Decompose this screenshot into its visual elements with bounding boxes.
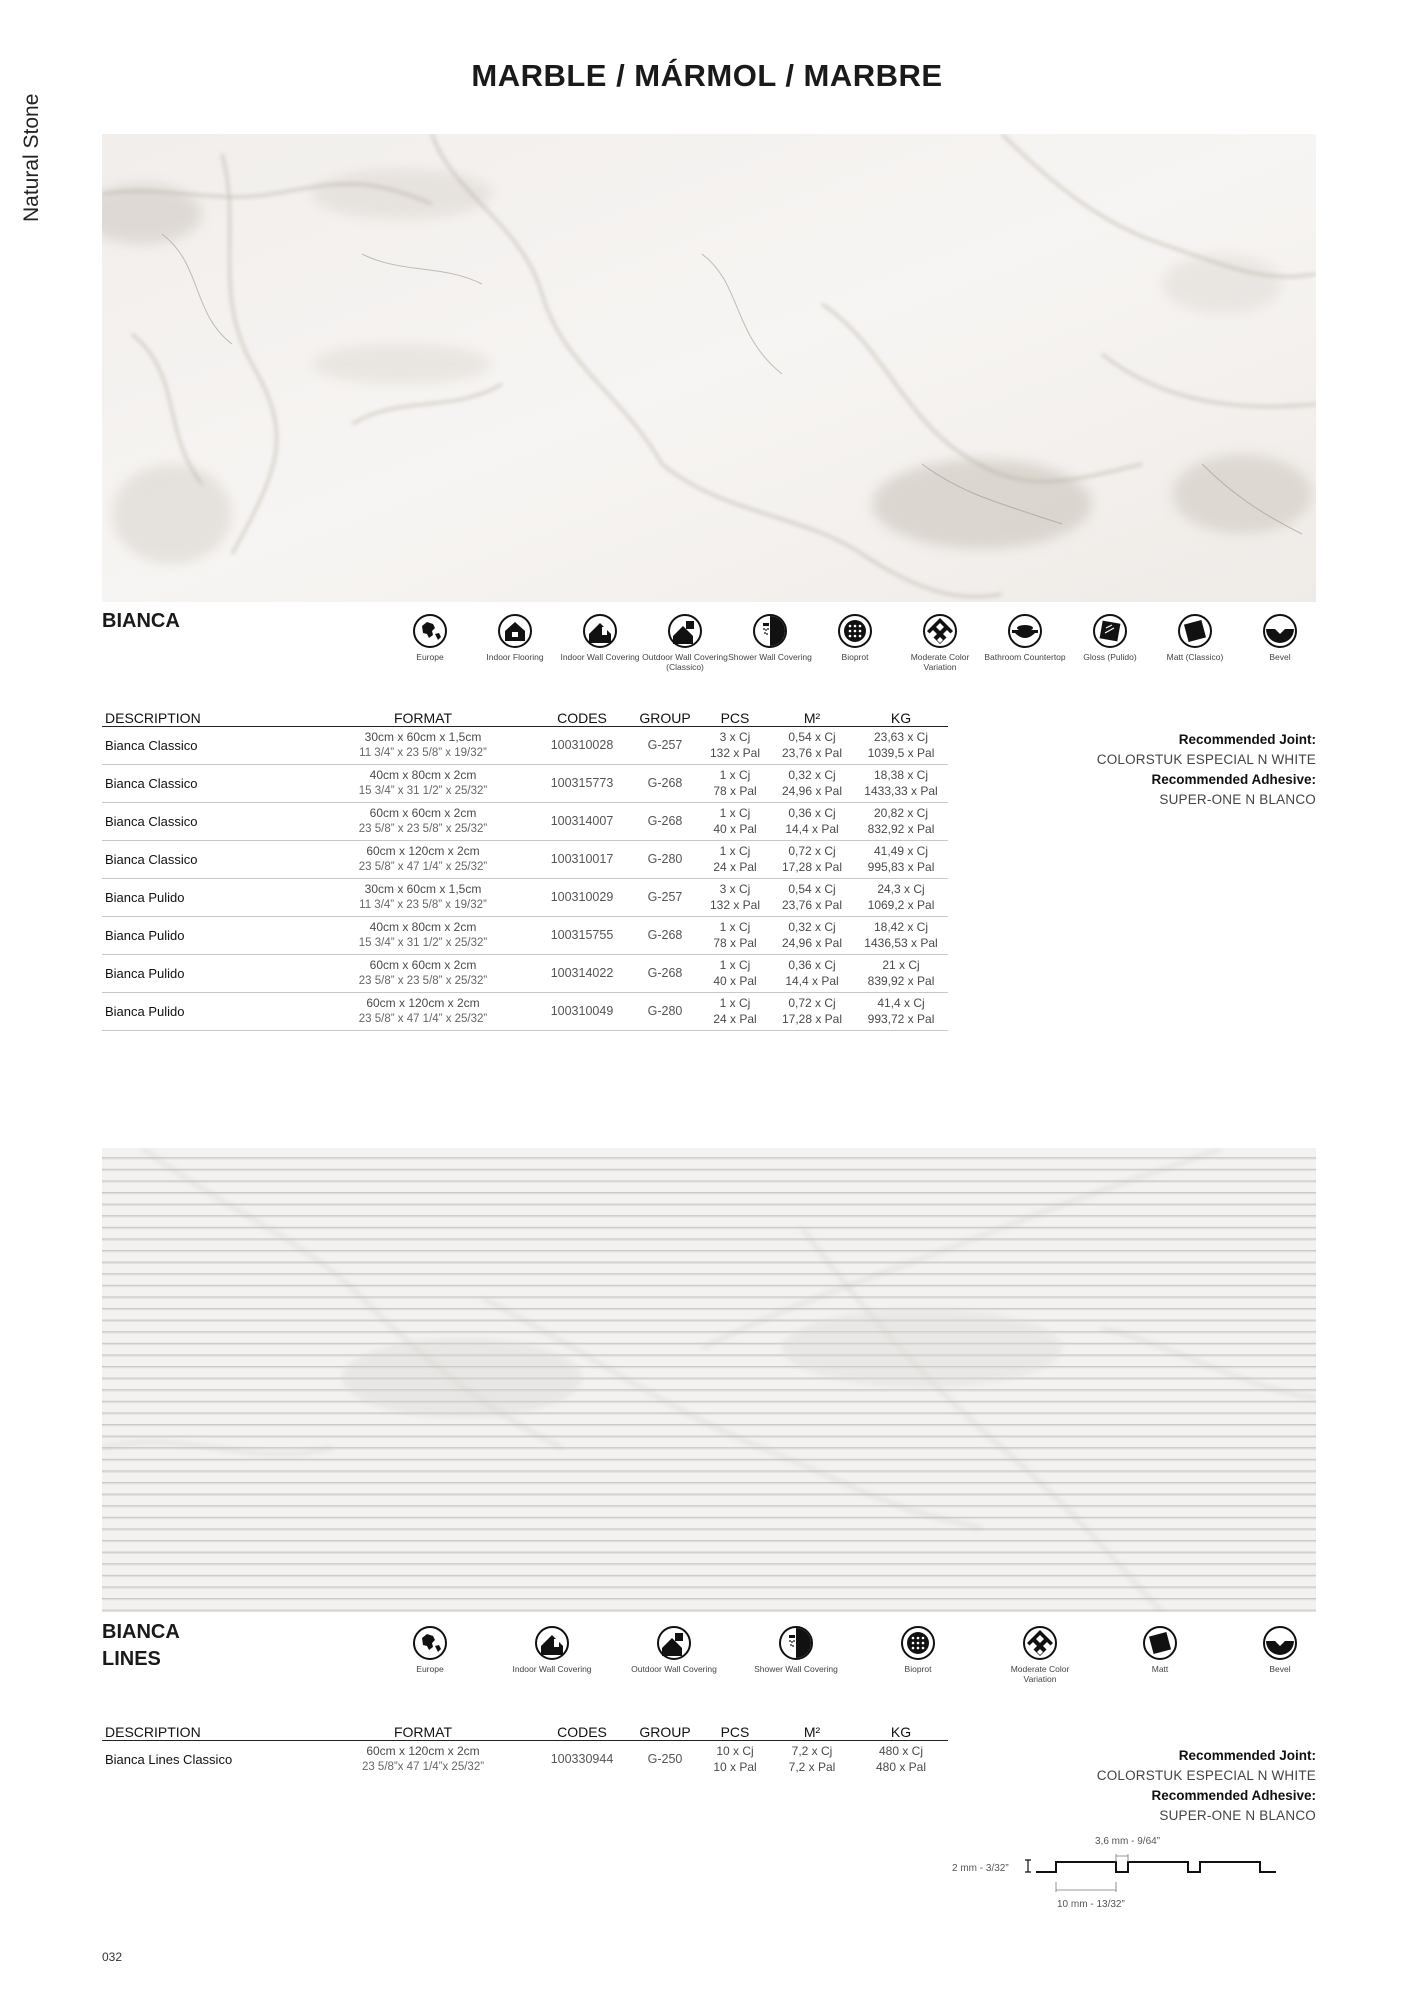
m2-pallet: 23,76 x Pal (781, 746, 843, 760)
cell-m2 (770, 802, 854, 840)
feature-label: Bevel (1269, 652, 1291, 662)
gloss-icon (1093, 614, 1127, 648)
feature-label: Bathroom (984, 652, 1022, 662)
recommended-joint-label: Recommended Joint: (1178, 1748, 1316, 1763)
col-header-kg: KG (854, 706, 948, 726)
pcs-box: 1 x Cj (719, 996, 751, 1010)
feature-outdoor-wall-covering (640, 614, 730, 672)
col-header-group: GROUP (630, 1720, 700, 1740)
cell-m2 (770, 954, 854, 992)
format-imperial: 23 5/8” x 23 5/8” x 25/32” (358, 823, 488, 835)
kg-box: 41,4 x Cj (877, 996, 925, 1010)
moderate-color-variation-icon (1023, 1626, 1057, 1660)
lines-texture (102, 1148, 1316, 1612)
indoor-wall-covering-icon (583, 614, 617, 648)
cell-format (312, 1740, 534, 1778)
format-metric: 30cm x 60cm x 1,5cm (364, 730, 482, 744)
indoor-flooring-icon (498, 614, 532, 648)
feature-label: Covering (693, 652, 728, 662)
format-imperial: 15 3/4” x 31 1/2” x 25/32” (358, 785, 488, 797)
m2-pallet: 23,76 x Pal (781, 898, 843, 912)
feature-label: Outdoor (642, 652, 673, 662)
table-row (102, 916, 948, 954)
kg-box: 23,63 x Cj (873, 730, 929, 744)
m2-pallet: 14,4 x Pal (785, 822, 839, 836)
kg-pallet: 480 x Pal (875, 1760, 927, 1775)
cell-pcs (700, 878, 770, 916)
pcs-pallet: 78 x Pal (713, 936, 757, 950)
feature-label: Shower Wall (728, 652, 776, 662)
table-row (102, 726, 948, 764)
col-header-m2: M² (770, 1720, 854, 1740)
matt-icon (1143, 1626, 1177, 1660)
cell-group: G-268 (630, 802, 700, 840)
feature-indoor-wall-covering (507, 1626, 597, 1675)
groove-profile-diagram (940, 1836, 1320, 1916)
feature-label: Moderate (910, 652, 947, 662)
cell-pcs (700, 916, 770, 954)
cell-description: Bianca Pulido (102, 954, 312, 992)
col-header-pcs: PCS (700, 1720, 770, 1740)
feature-label: Wall (675, 652, 692, 662)
table-row (102, 840, 948, 878)
cell-code: 100310028 (534, 726, 630, 764)
cell-group: G-257 (630, 878, 700, 916)
feature-matt (1150, 614, 1240, 663)
col-header-description: DESCRIPTION (102, 706, 312, 726)
feature-icons-bianca (0, 614, 1414, 694)
feature-label: Covering (803, 1664, 838, 1674)
feature-label: Covering (557, 1664, 592, 1674)
cell-kg (854, 764, 948, 802)
cell-pcs (700, 802, 770, 840)
kg-box: 480 x Cj (878, 1744, 924, 1759)
product-name-line: LINES (102, 1648, 161, 1670)
bianca-marble-image (102, 134, 1316, 602)
product-name-line: BIANCA (102, 1621, 180, 1643)
shower-wall-covering-icon (753, 614, 787, 648)
cell-kg (854, 802, 948, 840)
cell-format (312, 726, 534, 764)
col-header-codes: CODES (534, 1720, 630, 1740)
recommended-adhesive-value: SUPER-ONE N BLANCO (1159, 792, 1316, 807)
feature-label: Europe (416, 1664, 444, 1674)
pcs-pallet: 78 x Pal (713, 784, 757, 798)
feature-label: Europe (416, 652, 444, 662)
m2-box: 0,36 x Cj (788, 806, 836, 820)
feature-matt (1115, 1626, 1205, 1675)
feature-bathroom-countertop (980, 614, 1070, 663)
feature-label: Indoor Wall (560, 652, 604, 662)
feature-europe (385, 614, 475, 663)
pcs-box: 3 x Cj (719, 882, 751, 896)
feature-label: Moderate (1010, 1664, 1047, 1674)
feature-label: Flooring (512, 652, 544, 662)
feature-label: Bioprot (841, 652, 869, 662)
recommended-block-bianca-lines (1097, 1746, 1316, 1826)
kg-pallet: 1433,33 x Pal (864, 784, 938, 798)
cell-m2 (770, 1740, 854, 1778)
pcs-pallet: 24 x Pal (713, 860, 757, 874)
pcs-box: 3 x Cj (719, 730, 751, 744)
feature-label: Covering (605, 652, 640, 662)
format-imperial: 11 3/4” x 23 5/8” x 19/32” (359, 747, 487, 759)
table-row (102, 764, 948, 802)
cell-pcs (700, 764, 770, 802)
kg-box: 18,42 x Cj (873, 920, 929, 934)
cell-pcs (700, 992, 770, 1030)
cell-kg (854, 726, 948, 764)
cell-pcs (700, 840, 770, 878)
feature-label: Covering (777, 652, 812, 662)
bioprot-icon (901, 1626, 935, 1660)
table-header-row (102, 706, 948, 726)
table-row (102, 1740, 948, 1778)
format-metric: 40cm x 80cm x 2cm (369, 920, 477, 934)
pcs-pallet: 40 x Pal (713, 974, 757, 988)
cell-m2 (770, 916, 854, 954)
format-imperial: 15 3/4” x 31 1/2” x 25/32” (358, 937, 488, 949)
col-header-group: GROUP (630, 706, 700, 726)
cell-code: 100314007 (534, 802, 630, 840)
table-header-row (102, 1720, 948, 1740)
col-header-description: DESCRIPTION (102, 1720, 312, 1740)
pcs-box: 1 x Cj (719, 806, 751, 820)
groove-depth-label: 2 mm - 3/32” (952, 1863, 1009, 1874)
groove-pitch-label: 10 mm - 13/32” (1057, 1899, 1125, 1910)
m2-box: 0,72 x Cj (788, 844, 836, 858)
pcs-pallet: 24 x Pal (713, 1012, 757, 1026)
m2-pallet: 24,96 x Pal (781, 784, 843, 798)
feature-label: Variation (923, 661, 957, 672)
cell-kg (854, 916, 948, 954)
moderate-color-variation-icon (923, 614, 957, 648)
cell-group: G-268 (630, 916, 700, 954)
col-header-codes: CODES (534, 706, 630, 726)
feature-label: Wall (664, 1664, 681, 1674)
feature-label: Countertop (1023, 652, 1066, 662)
cell-code: 100315773 (534, 764, 630, 802)
feature-moderate-color-variation (895, 614, 985, 672)
cell-group: G-268 (630, 954, 700, 992)
cell-group: G-280 (630, 840, 700, 878)
feature-label: Indoor (486, 652, 511, 662)
m2-pallet: 7,2 x Pal (788, 1760, 836, 1775)
feature-label: Matt (1166, 652, 1184, 662)
marble-texture (102, 134, 1316, 602)
m2-pallet: 17,28 x Pal (781, 860, 843, 874)
format-imperial: 23 5/8”x 47 1/4”x 25/32” (361, 1761, 485, 1774)
cell-m2 (770, 726, 854, 764)
bioprot-icon (838, 614, 872, 648)
table-row (102, 878, 948, 916)
col-header-pcs: PCS (700, 706, 770, 726)
feature-label: (Classico) (666, 661, 704, 672)
shower-wall-covering-icon (779, 1626, 813, 1660)
pcs-box: 1 x Cj (719, 768, 751, 782)
feature-bevel (1235, 1626, 1325, 1675)
cell-description: Bianca Pulido (102, 916, 312, 954)
kg-pallet: 1069,2 x Pal (867, 898, 935, 912)
cell-m2 (770, 878, 854, 916)
cell-pcs (700, 954, 770, 992)
pcs-pallet: 40 x Pal (713, 822, 757, 836)
cell-code: 100310029 (534, 878, 630, 916)
page-title: MARBLE / MÁRMOL / MARBRE (471, 58, 943, 93)
format-metric: 40cm x 80cm x 2cm (369, 768, 477, 782)
col-header-m2: M² (770, 706, 854, 726)
feature-label: Indoor Wall (512, 1664, 556, 1674)
format-metric: 60cm x 120cm x 2cm (366, 844, 480, 858)
feature-label: Outdoor (631, 1664, 662, 1674)
cell-group: G-250 (647, 1752, 683, 1767)
feature-label: Bevel (1269, 1664, 1291, 1674)
bianca-lines-spec-table (102, 1720, 948, 1778)
feature-label: Bioprot (904, 1664, 932, 1674)
feature-shower-wall-covering (751, 1626, 841, 1675)
col-header-kg: KG (854, 1720, 948, 1740)
feature-bioprot (810, 614, 900, 663)
col-header-format: FORMAT (312, 706, 534, 726)
format-metric: 30cm x 60cm x 1,5cm (364, 882, 482, 896)
recommended-adhesive-label: Recommended Adhesive: (1151, 772, 1316, 787)
cell-kg (854, 840, 948, 878)
cell-format (312, 840, 534, 878)
format-metric: 60cm x 60cm x 2cm (369, 958, 477, 972)
cell-format (312, 954, 534, 992)
cell-pcs (700, 1740, 770, 1778)
matt-icon (1178, 614, 1212, 648)
pcs-pallet: 132 x Pal (709, 898, 761, 912)
m2-pallet: 24,96 x Pal (781, 936, 843, 950)
outdoor-wall-covering-icon (657, 1626, 691, 1660)
feature-icons-bianca-lines (0, 1626, 1414, 1706)
feature-moderate-color-variation (995, 1626, 1085, 1684)
feature-label: (Classico) (1185, 652, 1224, 662)
cell-code: 100310017 (534, 840, 630, 878)
recommended-adhesive-label: Recommended Adhesive: (1151, 1788, 1316, 1803)
pcs-box: 1 x Cj (719, 920, 751, 934)
recommended-adhesive-value: SUPER-ONE N BLANCO (1159, 1808, 1316, 1823)
m2-box: 0,32 x Cj (788, 920, 836, 934)
table-row (102, 802, 948, 840)
pcs-box: 1 x Cj (719, 958, 751, 972)
cell-description: Bianca Classico (102, 726, 312, 764)
bathroom-countertop-icon (1008, 614, 1042, 648)
kg-pallet: 1436,53 x Pal (864, 936, 938, 950)
m2-box: 0,54 x Cj (788, 882, 836, 896)
cell-format (312, 802, 534, 840)
pcs-pallet: 10 x Pal (713, 1760, 757, 1775)
format-imperial: 23 5/8” x 47 1/4” x 25/32” (358, 861, 488, 873)
pcs-pallet: 132 x Pal (709, 746, 761, 760)
feature-label: Covering (682, 1664, 717, 1674)
feature-label: Shower Wall (754, 1664, 802, 1674)
kg-pallet: 995,83 x Pal (867, 860, 935, 874)
cell-group: G-268 (630, 764, 700, 802)
globe-icon (413, 1626, 447, 1660)
kg-pallet: 1039,5 x Pal (867, 746, 935, 760)
cell-code: 100315755 (534, 916, 630, 954)
m2-box: 0,54 x Cj (788, 730, 836, 744)
cell-m2 (770, 992, 854, 1030)
outdoor-wall-covering-icon (668, 614, 702, 648)
format-imperial: 11 3/4” x 23 5/8” x 19/32” (359, 899, 487, 911)
cell-description: Bianca Pulido (102, 992, 312, 1030)
recommended-joint-label: Recommended Joint: (1178, 732, 1316, 747)
m2-box: 0,36 x Cj (788, 958, 836, 972)
cell-code: 100330944 (550, 1752, 614, 1767)
cell-pcs (700, 726, 770, 764)
page-number: 032 (102, 1950, 123, 1964)
cell-description: Bianca Lines Classico (105, 1751, 233, 1767)
cell-description: Bianca Pulido (102, 878, 312, 916)
cell-group: G-257 (630, 726, 700, 764)
pcs-box: 1 x Cj (719, 844, 751, 858)
feature-label: Color (1048, 1664, 1070, 1674)
feature-label: (Pulido) (1107, 652, 1137, 662)
format-imperial: 23 5/8” x 47 1/4” x 25/32” (358, 1013, 488, 1025)
profile-drawing (940, 1836, 1320, 1916)
recommended-joint-value: COLORSTUK ESPECIAL N WHITE (1096, 752, 1316, 767)
m2-box: 0,32 x Cj (788, 768, 836, 782)
kg-pallet: 839,92 x Pal (867, 974, 935, 988)
cell-description: Bianca Classico (102, 764, 312, 802)
kg-box: 21 x Cj (882, 958, 920, 972)
cell-description: Bianca Classico (102, 802, 312, 840)
cell-format (312, 916, 534, 954)
table-row (102, 992, 948, 1030)
feature-bevel (1235, 614, 1325, 663)
globe-icon (413, 614, 447, 648)
feature-label: Gloss (1083, 652, 1106, 662)
col-header-format: FORMAT (312, 1720, 534, 1740)
m2-pallet: 14,4 x Pal (785, 974, 839, 988)
bianca-lines-marble-image (102, 1148, 1316, 1612)
cell-format (312, 764, 534, 802)
indoor-wall-covering-icon (535, 1626, 569, 1660)
pcs-box: 10 x Cj (716, 1744, 754, 1759)
kg-box: 20,82 x Cj (873, 806, 929, 820)
cell-format (312, 992, 534, 1030)
recommended-block-bianca (1097, 730, 1316, 810)
side-label-text: Natural Stone (20, 93, 43, 222)
cell-description: Bianca Classico (102, 840, 312, 878)
feature-shower-wall-covering (725, 614, 815, 663)
format-metric: 60cm x 120cm x 2cm (366, 1744, 480, 1759)
cell-kg (854, 878, 948, 916)
bevel-icon (1263, 1626, 1297, 1660)
m2-box: 0,72 x Cj (788, 996, 836, 1010)
bevel-icon (1263, 614, 1297, 648)
kg-pallet: 993,72 x Pal (867, 1012, 935, 1026)
cell-group: G-280 (630, 992, 700, 1030)
cell-code: 100310049 (534, 992, 630, 1030)
feature-indoor-wall-covering (555, 614, 645, 663)
feature-indoor-flooring (470, 614, 560, 663)
format-metric: 60cm x 60cm x 2cm (369, 806, 477, 820)
feature-europe (385, 1626, 475, 1675)
cell-m2 (770, 764, 854, 802)
cell-kg (854, 1740, 948, 1778)
feature-gloss (1065, 614, 1155, 663)
format-metric: 60cm x 120cm x 2cm (366, 996, 480, 1010)
feature-label: Variation (1023, 1673, 1057, 1684)
product-name-line: BIANCA (102, 610, 180, 632)
m2-box: 7,2 x Cj (791, 1744, 833, 1759)
cell-kg (854, 954, 948, 992)
cell-format (312, 878, 534, 916)
kg-box: 24,3 x Cj (877, 882, 925, 896)
groove-width-label: 3,6 mm - 9/64” (1095, 1836, 1161, 1847)
bianca-spec-table (102, 706, 948, 1031)
cell-kg (854, 992, 948, 1030)
cell-code: 100314022 (534, 954, 630, 992)
format-imperial: 23 5/8” x 23 5/8” x 25/32” (358, 975, 488, 987)
kg-pallet: 832,92 x Pal (867, 822, 935, 836)
feature-label: Color (948, 652, 970, 662)
table-row (102, 954, 948, 992)
feature-outdoor-wall-covering (629, 1626, 719, 1675)
kg-box: 18,38 x Cj (873, 768, 929, 782)
cell-m2 (770, 840, 854, 878)
feature-bioprot (873, 1626, 963, 1675)
recommended-joint-value: COLORSTUK ESPECIAL N WHITE (1096, 1768, 1316, 1783)
kg-box: 41,49 x Cj (873, 844, 929, 858)
feature-label: Matt (1151, 1664, 1169, 1674)
m2-pallet: 17,28 x Pal (781, 1012, 843, 1026)
